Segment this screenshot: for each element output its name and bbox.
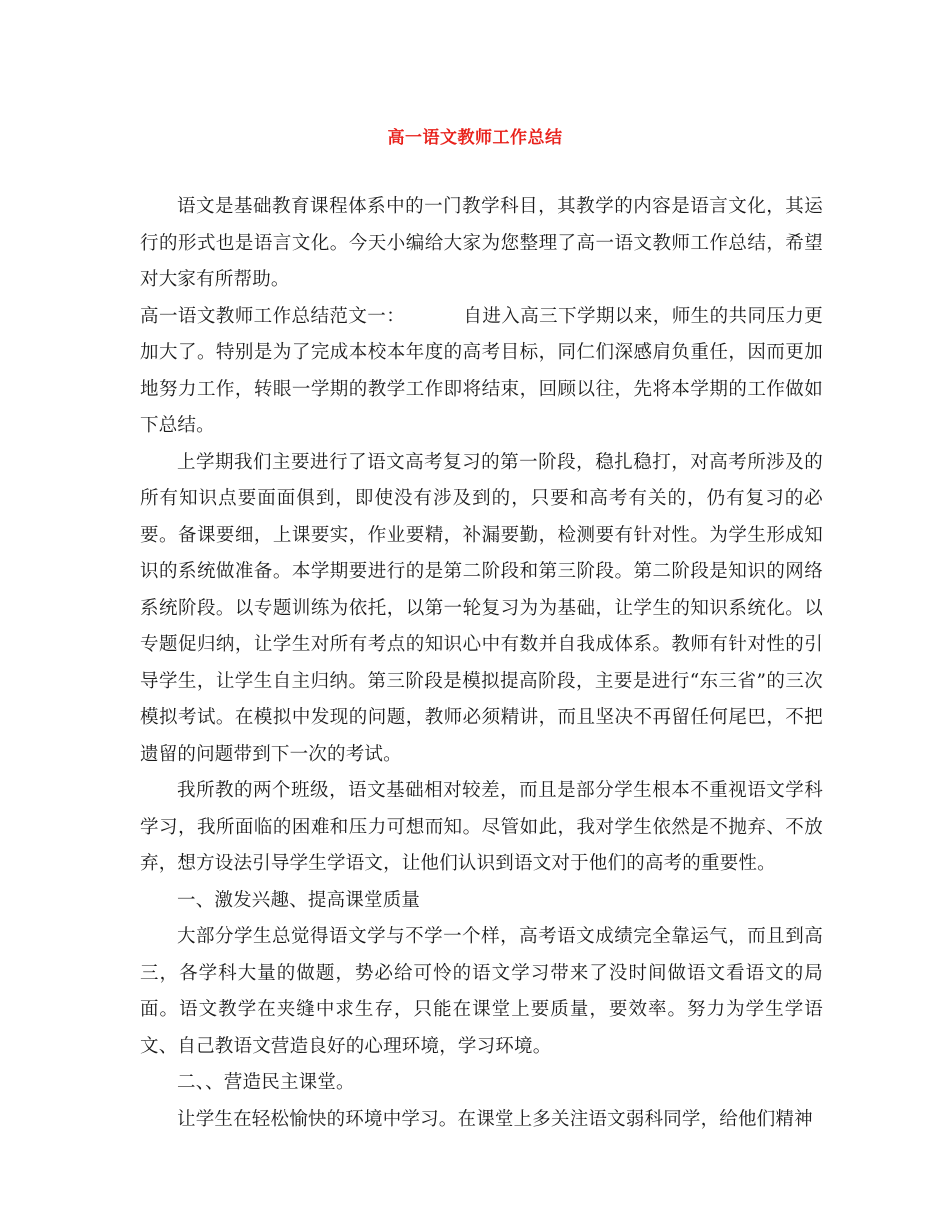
review-paragraph: 上学期我们主要进行了语文高考复习的第一阶段，稳扎稳打，对高考所涉及的所有知识点要面面俱到，即使没有涉及到的，只要和高考有关的，仍有复习的必要。备课要细，上课要实，作业要精，补漏要勤，检测要有针对性。为学生形成知识的系统做准备。本学期要进行的是第二阶段和第三阶段。第二阶段是知识的网络系统阶段。以专题训练为依托，以第一轮复习为为基础，让学生的知识系统化。以专题促归纳，让学生对所有考点的知识心中有数并自我成体系。教师有针对性的引导学生，让学生自主归纳。第三阶段是模拟提高阶段，主要是进行“东三省”的三次模拟考试。在模拟中发现的问题，教师必须精讲，而且坚决不再留任何尾巴，不把遗留的问题带到下一次的考试。 <box>140 451 823 765</box>
section-heading-one: 一、激发兴趣、提高课堂质量 <box>177 889 421 911</box>
intro-paragraph: 语文是基础教育课程体系中的一门教学科目，其教学的内容是语言文化，其运行的形式也是语言文化。今天小编给大家为您整理了高一语文教师工作总结，希望对大家有所帮助。 <box>140 196 823 290</box>
sample-label: 高一语文教师工作总结范文一： <box>140 305 406 327</box>
section-heading-two: 二、、营造民主课堂。 <box>177 1072 355 1093</box>
interest-paragraph: 大部分学生总觉得语文学与不学一个样，高考语文成绩完全靠运气，而且到高三，各学科大量的做题，势必给可怜的语文学习带来了没时间做语文看语文的局面。语文教学在夹缝中求生存，只能在课堂上要质量，要效率。努力为学生学语文、自己教语文营造良好的心理环境，学习环境。 <box>140 926 823 1057</box>
sample-paragraph <box>140 299 823 445</box>
document-title: 高一语文教师工作总结 <box>387 128 563 148</box>
document-body <box>140 189 823 1138</box>
sample-first-text: 自进入高三下学期以来，师生的共同压力更加大了。特别是为了完成本校本年度的高考目标，同仁们深感肩负重任，因而更加地努力工作，转眼一学期的教学工作即将结束，回顾以往，先将本学期的工作做如下总结。 <box>140 305 823 436</box>
classes-paragraph: 我所教的两个班级，语文基础相对较差，而且是部分学生根本不重视语文学科学习，我所面临的困难和压力可想而知。尽管如此，我对学生依然是不抛弃、不放弃，想方设法引导学生学语文，让他们认识到语文对于他们的高考的重要性。 <box>140 780 823 874</box>
democratic-paragraph: 让学生在轻松愉快的环境中学习。在课堂上多关注语文弱科同学，给他们精神 <box>177 1108 813 1130</box>
